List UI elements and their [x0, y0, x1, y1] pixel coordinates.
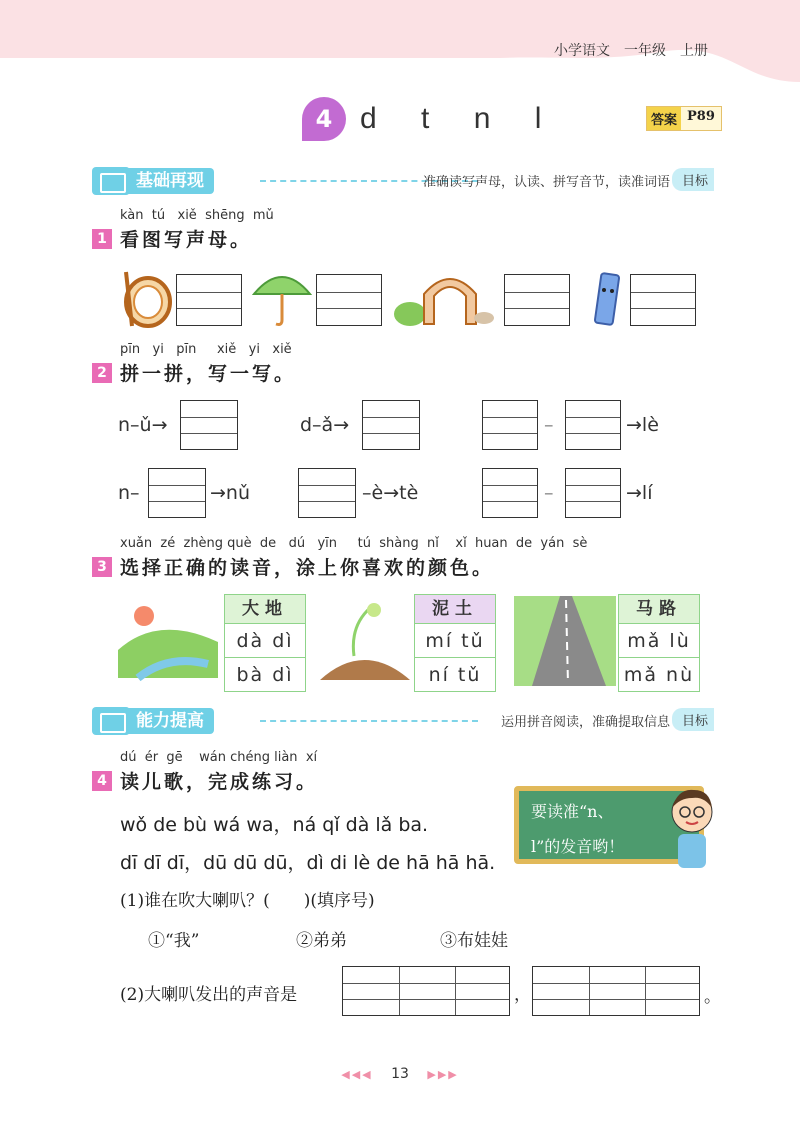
write-box[interactable]	[565, 468, 621, 518]
question-text: 选择正确的读音，涂上你喜欢的颜色。	[120, 557, 495, 579]
teacher-icon	[664, 782, 720, 870]
question-pinyin: dú ér gē wán chéng liàn xí	[120, 750, 318, 765]
arrow-right-icon: →	[210, 482, 226, 504]
book-icon	[92, 167, 130, 195]
pinyin-option[interactable]: mí tǔ	[415, 623, 495, 657]
question-text: 看图写声母。	[120, 229, 253, 251]
dash-separator: –	[544, 414, 554, 436]
syllable-result: –è→tè	[362, 482, 419, 504]
answer-page: P89	[681, 107, 721, 130]
ruler-icon	[588, 268, 628, 330]
arrow-right-icon: →	[151, 414, 168, 436]
answer-option[interactable]: ①“我”	[148, 931, 200, 951]
section-title: 基础再现	[126, 168, 214, 194]
section-goal: 准确读写声母，认读、拼写音节，读准词语	[422, 175, 670, 190]
write-box[interactable]	[565, 400, 621, 450]
write-grid[interactable]	[342, 966, 510, 1016]
syllable-result: →lè	[626, 414, 659, 436]
reading-card	[618, 594, 700, 692]
question-text: 读儿歌，完成练习。	[120, 771, 319, 793]
card-word: 泥土	[415, 595, 495, 623]
write-box[interactable]	[298, 468, 356, 518]
section-goal: 运用拼音阅读，准确提取信息	[500, 715, 670, 730]
road-image	[514, 596, 616, 686]
umbrella-icon	[250, 266, 314, 330]
answer-option[interactable]: ③布娃娃	[440, 931, 508, 951]
question-2	[92, 342, 296, 386]
syllable-prefix: n–ǔ→	[118, 414, 168, 436]
arrow-right-icon: →	[383, 482, 400, 504]
arrow-right-icon: →	[333, 414, 350, 436]
goal-label: 目标	[672, 708, 714, 731]
soil-plant-image	[314, 596, 414, 686]
reading-card	[224, 594, 306, 692]
question-number: 2	[92, 363, 112, 383]
write-box[interactable]	[482, 400, 538, 450]
book-info: 小学语文 一年级 上册	[554, 43, 708, 59]
pinyin-option[interactable]: mǎ nù	[619, 657, 699, 691]
lesson-letters: d t n l	[360, 102, 560, 135]
write-box[interactable]	[180, 400, 238, 450]
field-landscape-image	[118, 594, 222, 684]
section-basic	[92, 166, 714, 196]
tip-line: l”的发音哟！	[531, 837, 625, 856]
arrow-right-icon: →	[626, 482, 642, 504]
question-text: 拼一拼，写一写。	[120, 363, 297, 385]
card-word: 马路	[619, 595, 699, 623]
page-number: 13	[391, 1066, 409, 1082]
question-number: 1	[92, 229, 112, 249]
syllable-prefix: n–	[118, 482, 140, 504]
lesson-title	[302, 92, 559, 146]
section-title: 能力提高	[126, 708, 214, 734]
section-badge	[92, 706, 252, 736]
write-grid[interactable]	[532, 966, 700, 1016]
write-box[interactable]	[316, 274, 382, 326]
gate-icon	[392, 264, 496, 328]
question-pinyin: kàn tú xiě shēng mǔ	[120, 208, 274, 223]
sub-question-2: (2)大喇叭发出的声音是	[120, 985, 298, 1005]
card-word: 大地	[225, 595, 305, 623]
question-1	[92, 208, 274, 252]
page-footer	[0, 1066, 800, 1082]
question-number: 4	[92, 771, 112, 791]
reading-card	[414, 594, 496, 692]
dotted-divider	[260, 720, 478, 722]
left-arrows-icon: ◀◀◀	[341, 1068, 373, 1081]
write-box[interactable]	[176, 274, 242, 326]
write-box[interactable]	[630, 274, 696, 326]
goal-label: 目标	[672, 168, 714, 191]
pinyin-option[interactable]: dà dì	[225, 623, 305, 657]
question-number: 3	[92, 557, 112, 577]
pinyin-option[interactable]: ní tǔ	[415, 657, 495, 691]
poem-line: dī dī dī，dū dū dū，dì di lè de hā hā hā.	[120, 852, 496, 874]
book-icon	[92, 707, 130, 735]
sub-question-1: (1)谁在吹大喇叭？( )(填序号)	[120, 891, 375, 911]
question-3	[92, 536, 587, 580]
question-pinyin: pīn yi pīn xiě yi xiě	[120, 342, 292, 357]
answer-reference[interactable]	[646, 106, 722, 131]
write-box[interactable]	[362, 400, 420, 450]
poem-line: wǒ de bù wá wa，ná qǐ dà lǎ ba.	[120, 814, 429, 836]
comma: ，	[514, 985, 531, 1005]
answer-label: 答案	[647, 107, 681, 130]
write-box[interactable]	[482, 468, 538, 518]
syllable-result: →lí	[626, 482, 653, 504]
question-4	[92, 750, 318, 794]
drum-icon	[116, 268, 176, 330]
tip-line: 要读准“n、	[531, 802, 614, 821]
arrow-right-icon: →	[626, 414, 642, 436]
answer-option[interactable]: ②弟弟	[296, 931, 347, 951]
pinyin-option[interactable]: mǎ lù	[619, 623, 699, 657]
syllable-result: →nǔ	[210, 482, 251, 504]
lesson-number: 4	[302, 97, 346, 141]
pinyin-option[interactable]: bà dì	[225, 657, 305, 691]
write-box[interactable]	[148, 468, 206, 518]
question-pinyin: xuǎn zé zhèng què de dú yīn tú shàng nǐ xǐ huan de yán sè	[120, 536, 588, 551]
section-badge	[92, 166, 252, 196]
syllable-prefix: d–ǎ→	[300, 414, 350, 436]
dash-separator: –	[544, 482, 554, 504]
write-box[interactable]	[504, 274, 570, 326]
section-advanced	[92, 706, 714, 736]
right-arrows-icon: ▶▶▶	[427, 1068, 459, 1081]
period: 。	[704, 987, 721, 1007]
